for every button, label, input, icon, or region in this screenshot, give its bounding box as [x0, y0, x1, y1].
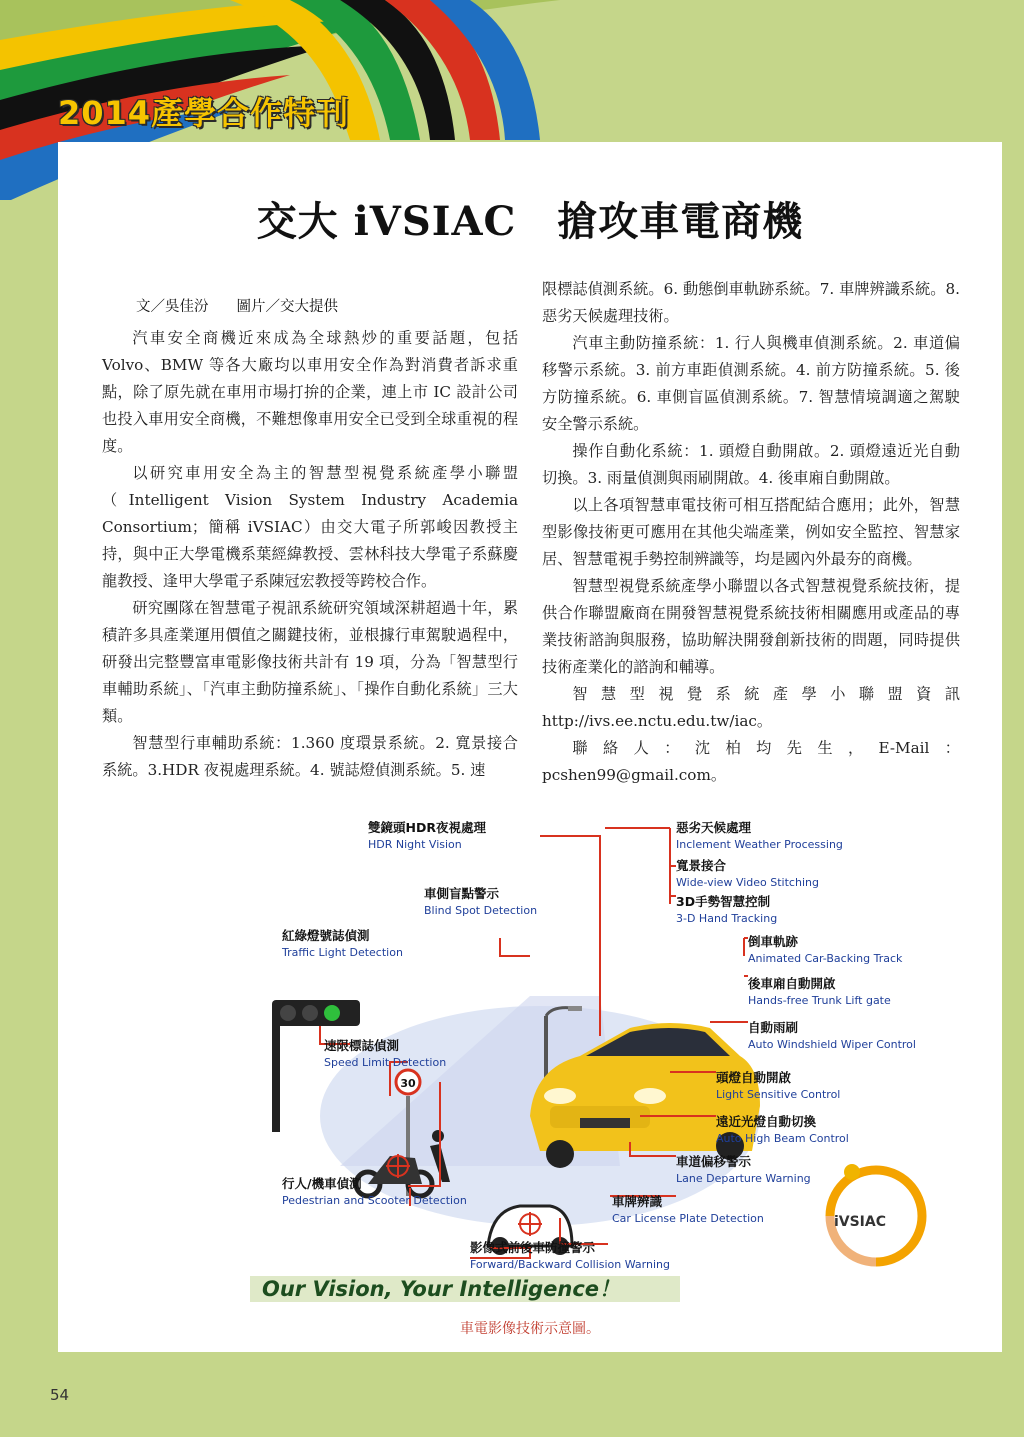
series-title: 2014產學合作特刊 [58, 94, 350, 132]
paragraph: 智慧型視覺系統產學小聯盟以各式智慧視覺系統技術，提供合作聯盟廠商在開發智慧視覺系統技術相關應用或產品的專業技術諮詢與服務，協助解決開發創新技術的問題，同時提供技術產業化的諮詢和輔導。 [542, 577, 960, 676]
label-speed-limit-en: Speed Limit Detection [324, 1056, 447, 1069]
paragraph: 智慧型行車輔助系統：1.360 度環景系統。2. 寬景接合系統。3.HDR 夜視處理系統。4. 號誌燈偵測系統。5. 速 [102, 734, 518, 779]
logo-text: iVSIAC [833, 1214, 887, 1230]
label-backing-zh: 倒車軌跡 [748, 934, 799, 949]
label-wiper-en: Auto Windshield Wiper Control [748, 1038, 916, 1051]
label-plate-zh: 車牌辨識 [612, 1194, 663, 1209]
label-wideview-zh: 寬景接合 [676, 858, 727, 873]
label-hdr-zh: 雙鏡頭HDR夜視處理 [368, 820, 486, 835]
paragraph: 以研究車用安全為主的智慧型視覺系統產學小聯盟（Intelligent Vision System Industry Academia Consortium；簡稱 iVSIAC）由交大電子所郭峻因教授主持，與中正大學電機系葉經緯教授、雲林科技大學電子系蘇慶龍教授、逢甲大學電子系陳冠宏教授等跨校合作。 [102, 464, 518, 590]
label-headlight-zh: 頭燈自動開啟 [716, 1070, 792, 1085]
label-weather-zh: 惡劣天候處理 [676, 820, 752, 835]
label-lane-zh: 車道偏移警示 [676, 1154, 752, 1169]
label-blindspot-en: Blind Spot Detection [424, 904, 538, 917]
paragraph: 限標誌偵測系統。6. 動態倒車軌跡系統。7. 車牌辨識系統。8. 惡劣天候處理技術。 [542, 280, 960, 325]
label-3d-hand-zh: 3D手勢智慧控制 [676, 894, 771, 909]
label-collision-zh: 影像式前後車防撞警示 [470, 1240, 596, 1255]
label-pedestrian-zh: 行人/機車偵測 [282, 1176, 362, 1191]
label-blindspot-zh: 車側盲點警示 [424, 886, 500, 901]
label-highbeam-zh: 遠近光燈自動切換 [716, 1114, 817, 1129]
label-traffic-light-en: Traffic Light Detection [282, 946, 403, 959]
paragraph: 操作自動化系統：1. 頭燈自動開啟。2. 頭燈遠近光自動切換。3. 雨量偵測與雨刷開啟。4. 後車廂自動開啟。 [542, 442, 960, 487]
label-wideview-en: Wide-view Video Stitching [676, 876, 819, 889]
label-plate-en: Car License Plate Detection [612, 1212, 764, 1225]
paragraph: 研究團隊在智慧電子視訊系統研究領域深耕超過十年，累積許多具產業運用價值之關鍵技術，並根據行車駕駛過程中，研發出完整豐富車電影像技術共計有 19 項，分為「智慧型行車輔助系統」、「汽車主動防撞系統」、「操作自動化系統」三大類。 [102, 599, 518, 725]
technology-diagram [200, 806, 928, 1306]
label-hdr-en: HDR Night Vision [368, 838, 462, 851]
label-trunk-zh: 後車廂自動開啟 [748, 976, 836, 991]
speed-sign-value: 30 [400, 1077, 416, 1090]
byline-author: 文／吳佳汾 [136, 299, 209, 315]
paragraph: 以上各項智慧車電技術可相互搭配結合應用；此外，智慧型影像技術更可應用在其他尖端產業，例如安全監控、智慧家居、智慧電視手勢控制辨識等，均是國內外最夯的商機。 [542, 496, 960, 568]
page-number: 54 [50, 1386, 70, 1404]
label-highbeam-en: Auto High Beam Control [716, 1132, 849, 1145]
label-wiper-zh: 自動雨刷 [748, 1020, 799, 1035]
right-column [542, 276, 960, 789]
label-backing-en: Animated Car-Backing Track [748, 952, 903, 965]
label-lane-en: Lane Departure Warning [676, 1172, 811, 1185]
slogan-text: Our Vision, Your Intelligence！ [262, 1277, 621, 1301]
label-weather-en: Inclement Weather Processing [676, 838, 843, 851]
label-speed-limit-zh: 速限標誌偵測 [324, 1038, 400, 1053]
slogan-banner [250, 1276, 680, 1302]
label-traffic-light-zh: 紅綠燈號誌偵測 [282, 928, 370, 943]
article-title: 交大 iVSIAC 搶攻車電商機 [256, 198, 804, 245]
figure-caption: 車電影像技術示意圖。 [460, 1321, 600, 1337]
byline-photo: 圖片／交大提供 [236, 299, 338, 315]
paragraph: 智慧型視覺系統產學小聯盟資訊 http://ivs.ee.nctu.edu.tw/iac。 [542, 685, 960, 730]
ivsiac-logo [830, 1164, 922, 1262]
label-collision-en: Forward/Backward Collision Warning [470, 1258, 670, 1271]
label-trunk-en: Hands-free Trunk Lift gate [748, 994, 891, 1007]
diagram-svg [200, 806, 928, 1306]
label-pedestrian-en: Pedestrian and Scooter Detection [282, 1194, 467, 1207]
label-3d-hand-en: 3-D Hand Tracking [676, 912, 778, 925]
left-column [102, 292, 518, 784]
paragraph: 汽車主動防撞系統：1. 行人與機車偵測系統。2. 車道偏移警示系統。3. 前方車距偵測系統。4. 前方防撞系統。5. 後方防撞系統。6. 車側盲區偵測系統。7. 智慧情境調適之駕駛安全警示系統。 [542, 334, 960, 433]
label-headlight-en: Light Sensitive Control [716, 1088, 841, 1101]
byline [102, 294, 518, 321]
article-page [58, 142, 1002, 1352]
paragraph: 汽車安全商機近來成為全球熱炒的重要話題，包括 Volvo、BMW 等各大廠均以車用安全作為對消費者訴求重點，除了原先就在車用市場打拚的企業，連上市 IC 設計公司也投入車用安全商機，不難想像車用安全已受到全球重視的程度。 [102, 329, 518, 455]
paragraph: 聯絡人：沈柏均先生，E-Mail：pcshen99@gmail.com。 [542, 739, 960, 784]
